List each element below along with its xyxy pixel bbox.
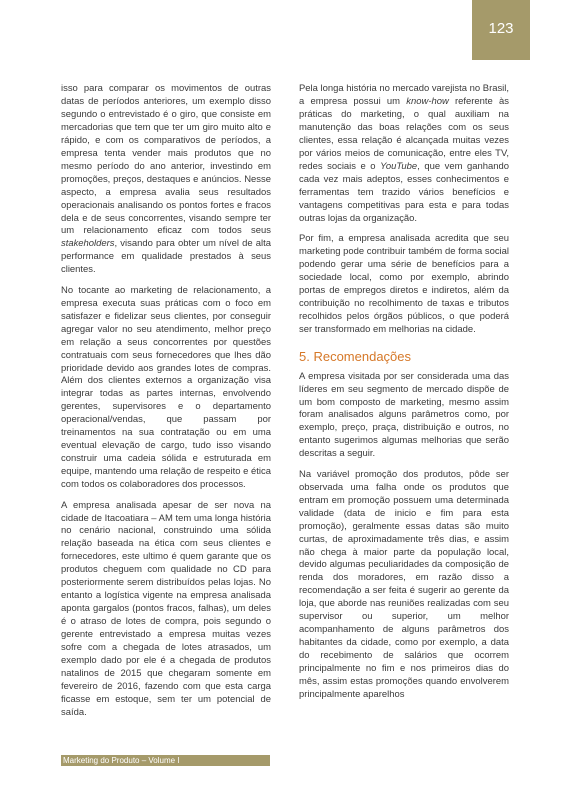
left-paragraph-1 — [61, 83, 271, 277]
left-column — [61, 83, 271, 727]
right-paragraph-3: A empresa visitada por ser considerada uma das líderes em seu segmento de mercado dispõe de um bom composto de marketing, mesmo assim foram analisados alguns parâmetros como, por exemplo, preço, praça, distribuição e outros, no entanto sugerimos algumas melhorias que serão descritas a seguir. — [299, 370, 509, 460]
section-heading: 5. Recomendações — [299, 348, 412, 364]
text-run: isso para comparar os movimentos de outras datas de períodos anteriores, um exemplo disso segundo o entrevistado é o giro, que consiste em mercadorias que tem que ter um giro muito alto e rápido, e com os comparativos de períodos, a empresa tenta vender mais produtos que no mesmo período do ano anterior, investindo em promoções, preços, destaques e anúncios. Nesse aspecto, a empresa avalia seus resultados operacionais analisando os pontos fortes e fracos dela e de seus concorrentes, visando sempre ter um relacionamento eficaz com todos seus — [61, 83, 271, 237]
page-number-box — [472, 0, 530, 60]
right-column — [299, 83, 509, 709]
text-run: , que vem ganhando cada vez mais adeptos, esses conhecimentos e ferramentas tem trazido vários benefícios e vantagens competitivas para esta e para todas outras lojas da organização. — [299, 160, 509, 224]
left-paragraph-2: No tocante ao marketing de relacionamento, a empresa executa suas práticas com o foco em satisfazer e fidelizar seus clientes, por conseguir agregar valor no seu atendimento, melhor preço em relação a seus concorrentes por questões contratuais com seus fornecedores que lhes dão prioridade devido aos grandes lotes de compras. Além dos clientes externos a organização visa integrar todas as partes internas, envolvendo gerentes, supervisores e o departamento operacional/vendas, que passam por treinamentos na sua contratação ou em uma eventual elevação de cargo, tudo isso visando construir uma cadeia sólida e estruturada em equipe, mantendo uma relação de respeito e ética com todos os colaboradores dos processos. — [61, 284, 271, 491]
text-run: , visando para obter um nível de alta performance em qualidade prestados à seus clientes. — [61, 238, 271, 276]
emphasis-text: stakeholders — [61, 238, 115, 250]
right-paragraph-4: Na variável promoção dos produtos, pôde ser observada uma falha onde os produtos que entram em promoção possuem uma determinada validade (data de inicio e fim para esta promoção), geralmente essas datas são muito curtas, de aproximadamente três dias, e assim não chega à maior parte da população local, devido algumas peculiaridades da composição de renda dos moradores, em razão disso a recomendação a ser feita é sugerir ao gerente da loja, que aborde nas reuniões realizadas com seu supervisor ou superior, um melhor acompanhamento de alguns parâmetros dos habitantes da cidade, como por exemplo, a data do recebimento de salários que ocorrem principalmente no fim e nos primeiros dias do mês, assim estas promoções quando envolverem principalmente aparelhos — [299, 468, 509, 700]
left-paragraph-3: A empresa analisada apesar de ser nova na cidade de Itacoatiara – AM tem uma longa história no cenário nacional, construindo uma sólida relação baseada na ética com seus clientes e fornecedores, este ultimo é quem garante que os produtos cheguem com qualidade no CD para posteriormente serem distribuídos pelas lojas. No entanto a logística vigente na empresa analisada aponta gargalos (pontos fracos, falhas), um deles é o atraso de lotes de compra, pois segundo o gerente entrevistado a empresa muitas vezes sofre com a chegada de lotes atrasados, um exemplo dado por ele é a chegada de produtos natalinos de 2015 que chegaram somente em fevereiro de 2016, fazendo com que esta carga ficasse em estoque, sem ter um potencial de saída. — [61, 499, 271, 718]
emphasis-text: YouTube — [380, 160, 418, 172]
right-paragraph-2: Por fim, a empresa analisada acredita que seu marketing pode contribuir também de forma social podendo gerar uma série de benefícios para a sociedade local, como por exemplo, abrindo portas de empregos diretos e indiretos, além da contribuição no recolhimento de taxas e tributos recolhidos pelos órgãos públicos, o que poderá ser transformado em melhorias na cidade. — [299, 232, 509, 335]
footer-bar — [61, 755, 270, 766]
page-number: 123 — [488, 20, 514, 37]
footer-title: Marketing do Produto – Volume I — [63, 756, 180, 765]
emphasis-text: know-how — [406, 95, 449, 107]
right-paragraph-1 — [299, 83, 509, 225]
text-run: Pela longa história no mercado varejista no Brasil, a empresa possui um — [299, 83, 509, 107]
text-run: referente às práticas do marketing, o qual auxiliam na manutenção das boas relações com os seus clientes, essa relação é alcançada muitas vezes por vários meios de comunicação, entre eles TV, redes sociais e o — [299, 95, 509, 172]
